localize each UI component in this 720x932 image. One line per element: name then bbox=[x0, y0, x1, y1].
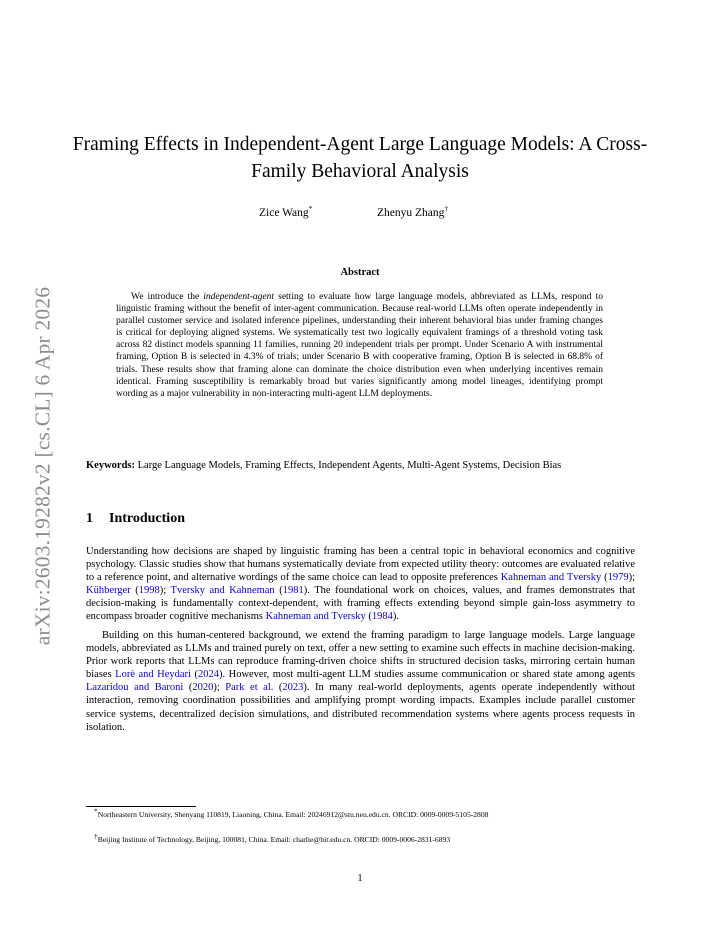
citation-year-link[interactable]: 2020 bbox=[192, 682, 214, 694]
keywords bbox=[86, 459, 635, 472]
footnote-divider bbox=[86, 806, 196, 807]
keywords-label: Keywords: bbox=[86, 460, 135, 471]
citation-year-link[interactable]: 1979 bbox=[607, 572, 629, 584]
citation-link[interactable]: Lorè and Heydari bbox=[115, 669, 191, 681]
citation-link[interactable]: Tversky and Kahneman bbox=[170, 585, 275, 597]
text-run: Building on this human-centered background, we extend the framing paradigm to large language models. Large language models, abbreviated as LLMs and trained purely on text, offer a new setting to examine such effects in machine decision-making. Prior work reports that LLMs can reproduce framing-driven choice shifts in structured decision tasks, mirroring certain human biases bbox=[86, 630, 635, 681]
abstract-heading: Abstract bbox=[340, 267, 380, 278]
abstract-text-2: setting to evaluate how large language models, abbreviated as LLMs, respond to linguistic framing without the benefit of inter-agent communication. Because real-world LLMs often operate independently in parallel customer service and isolated inference pipelines, understanding their inherent behavioral bias under framing changes is critical for deploying aligned systems. We systematically test two logically equivalent framings of a threshold voting task across 82 distinct models spanning 11 families, running 20 independent trials per prompt. Under Scenario A with instrumental framing, Option B is selected in 4.3% of trials; under Scenario B with cooperative framing, Option B is selected in 68.8% of trials. These results show that framing alone can dominate the choice distribution even when underlying incentives remain identical. Framing susceptibility is remarkably broad but varies significantly among model lineages, identifying prompt wording as a major vulnerability in non-interacting multi-agent LLM deployments. bbox=[116, 292, 603, 399]
text-run: ( bbox=[190, 669, 198, 681]
author-name: Zice Wang bbox=[259, 207, 309, 219]
citation-year-link[interactable]: 1984 bbox=[371, 611, 393, 623]
intro-paragraph-1 bbox=[86, 545, 635, 624]
page-number: 1 bbox=[357, 873, 363, 884]
author-footnote-mark: † bbox=[444, 204, 449, 214]
citation-year-link[interactable]: 1998 bbox=[138, 585, 160, 597]
citation-year-link[interactable]: 2023 bbox=[282, 682, 304, 694]
citation-year-link[interactable]: 1981 bbox=[282, 585, 304, 597]
author-2 bbox=[377, 204, 449, 219]
footnote-text: Northeastern University, Shenyang 110819, Liaoning, China. Email: 20246912@stu.neu.edu.cn. ORCID: 0009-0009-5105-2808 bbox=[97, 810, 489, 819]
author-footnote-mark: * bbox=[308, 204, 313, 214]
footnote-mark: † bbox=[94, 831, 98, 841]
section-title: Introduction bbox=[109, 511, 185, 526]
keywords-text: Large Language Models, Framing Effects, Independent Agents, Multi-Agent Systems, Decision Bias bbox=[135, 460, 562, 471]
intro-paragraph-2 bbox=[86, 629, 635, 734]
footnote-mark: * bbox=[94, 806, 98, 816]
text-run: ). bbox=[392, 611, 399, 623]
text-run: Understanding how decisions are shaped by linguistic framing has been a central topic in behavioral economics and cognitive psychology. Classic studies show that humans systematically deviate from expected utility theory: outcomes are evaluated relative to a reference point, and alternative wordings of the same choice can lead to opposite preferences bbox=[86, 546, 635, 584]
abstract-text-1: We introduce the bbox=[131, 292, 204, 302]
text-run: ); bbox=[159, 585, 171, 597]
text-run: ( bbox=[183, 682, 193, 694]
text-run: ( bbox=[365, 611, 372, 623]
text-run: ( bbox=[274, 585, 283, 597]
citation-link[interactable]: Kahneman and Tversky bbox=[265, 611, 366, 623]
footnote-1 bbox=[86, 806, 635, 820]
abstract-body bbox=[116, 291, 603, 400]
citation-link[interactable]: Lazaridou and Baroni bbox=[86, 682, 184, 694]
arxiv-identifier-sidebar: arXiv:2603.19282v2 [cs.CL] 6 Apr 2026 bbox=[30, 286, 55, 646]
text-run: ). The foundational work on choices, values, and frames demonstrates that decision-making is fundamentally context-dependent, with framing effects extending beyond simple gain-loss asymmetry to encompass broader cognitive mechanisms bbox=[86, 585, 635, 623]
text-run: ( bbox=[273, 682, 283, 694]
author-1 bbox=[259, 204, 313, 219]
text-run: ). However, most multi-agent LLM studies assume communication or shared state among agents bbox=[218, 669, 635, 681]
text-run: ); bbox=[628, 572, 635, 584]
citation-year-link[interactable]: 2024 bbox=[197, 669, 219, 681]
text-run: ); bbox=[213, 682, 226, 694]
footnote-text: Beijing Institute of Technology, Beijing, 100081, China. Email: charlie@bit.edu.cn. ORCID: 0009-0006-2831-6893 bbox=[97, 835, 451, 844]
citation-link[interactable]: Kühberger bbox=[86, 585, 131, 597]
citation-link[interactable]: Park et al. bbox=[225, 682, 274, 694]
paper-title: Framing Effects in Independent-Agent Large Language Models: A Cross-Family Behavioral Analysis bbox=[72, 134, 648, 182]
text-run: ( bbox=[601, 572, 608, 584]
text-run: ( bbox=[130, 585, 139, 597]
citation-link[interactable]: Kahneman and Tversky bbox=[500, 572, 602, 584]
section-number: 1 bbox=[86, 511, 93, 526]
footnote-2 bbox=[86, 831, 635, 845]
text-run: ). In many real-world deployments, agents operate independently without interaction, removing coordination possibilities and amplifying prompt wording impacts. Examples include parallel customer service systems, decentralized decision simulations, and distributed recommendation systems where agents process requests in isolation. bbox=[86, 682, 636, 733]
author-name: Zhenyu Zhang bbox=[377, 207, 445, 219]
abstract-italic-term: independent-agent bbox=[203, 292, 274, 302]
section-heading-introduction bbox=[86, 511, 185, 527]
